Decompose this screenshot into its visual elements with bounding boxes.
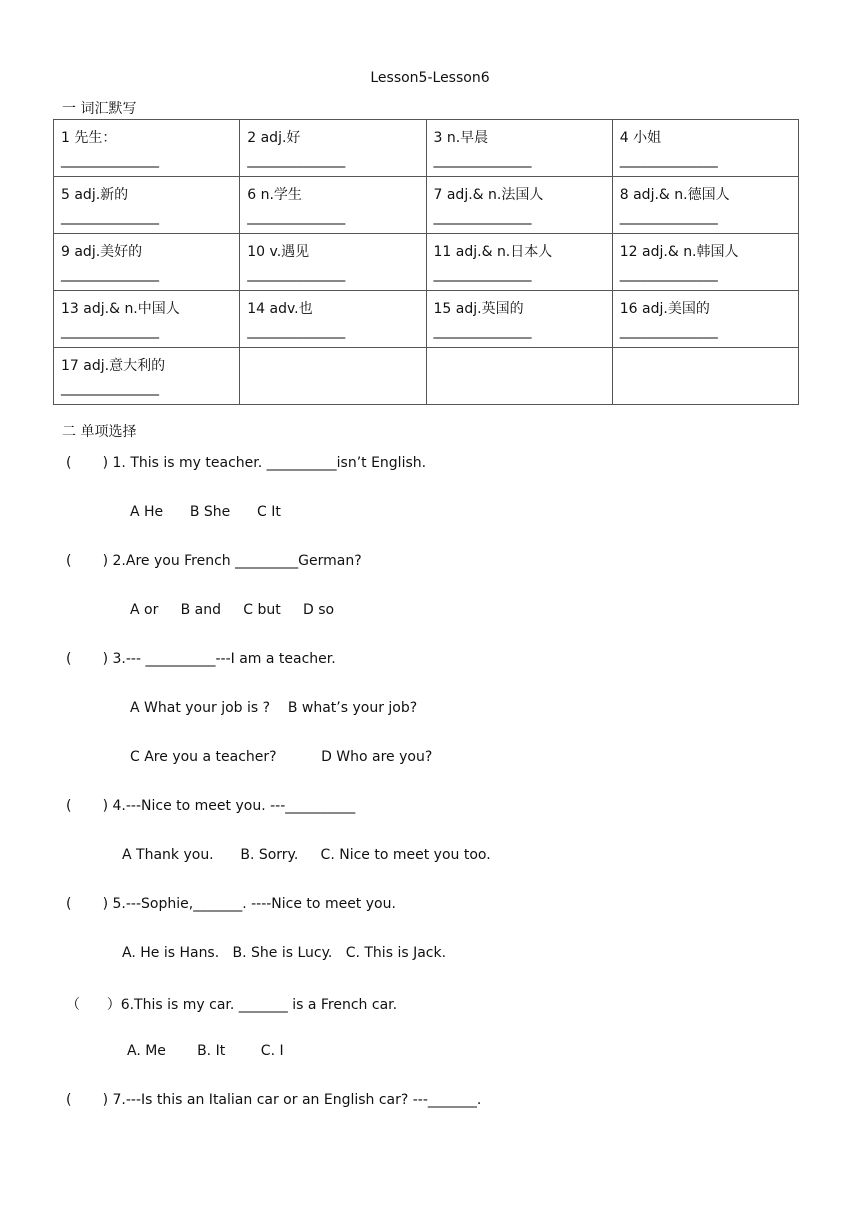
question-options: A or B and C but D so — [130, 602, 335, 618]
question-options: A. Me B. It C. I — [127, 1043, 284, 1059]
answer-blank[interactable]: ______________ — [247, 266, 346, 282]
section-heading-multiple-choice: 二 单项选择 — [62, 424, 137, 440]
vocab-cell — [426, 348, 612, 405]
answer-blank[interactable]: ______________ — [433, 209, 532, 225]
vocab-cell — [54, 348, 240, 405]
vocabulary-table — [53, 119, 799, 405]
vocab-prompt: 2 adj.好 — [247, 130, 301, 146]
vocab-cell — [54, 291, 240, 348]
answer-blank[interactable]: ______________ — [619, 323, 718, 339]
question-stem: ( ) 4.---Nice to meet you. ---__________ — [66, 798, 356, 814]
vocab-cell — [240, 291, 426, 348]
vocab-cell — [612, 234, 798, 291]
page-title: Lesson5-Lesson6 — [370, 70, 490, 86]
answer-blank[interactable]: ______________ — [433, 323, 532, 339]
question-stem: （ ）6.This is my car. _______ is a French car. — [66, 997, 398, 1013]
vocab-prompt: 4 小姐 — [619, 130, 662, 146]
vocab-prompt: 12 adj.& n.韩国人 — [619, 244, 739, 260]
vocab-row — [54, 234, 799, 291]
question-stem: ( ) 1. This is my teacher. __________isn’t English. — [66, 455, 427, 471]
question-stem: ( ) 3.--- __________---I am a teacher. — [66, 651, 336, 667]
vocab-cell — [240, 177, 426, 234]
vocab-prompt: 13 adj.& n.中国人 — [61, 301, 180, 317]
vocab-cell — [612, 177, 798, 234]
vocab-cell — [54, 177, 240, 234]
question-options: A What your job is ? B what’s your job? — [130, 700, 418, 716]
question-stem: ( ) 5.---Sophie,_______. ----Nice to meet you. — [66, 896, 396, 912]
vocab-cell — [240, 234, 426, 291]
vocab-prompt: 3 n.早晨 — [433, 130, 489, 146]
vocab-cell — [612, 348, 798, 405]
answer-blank[interactable]: ______________ — [61, 323, 159, 339]
answer-blank[interactable]: ______________ — [61, 266, 159, 282]
vocab-prompt: 15 adj.英国的 — [433, 301, 524, 317]
vocab-cell — [426, 291, 612, 348]
vocab-prompt: 7 adj.& n.法国人 — [433, 187, 544, 203]
vocab-prompt: 1 先生： — [61, 130, 117, 146]
vocab-row — [54, 348, 799, 405]
vocab-cell — [426, 234, 612, 291]
answer-blank[interactable]: ______________ — [61, 209, 159, 225]
vocab-cell — [426, 120, 612, 177]
answer-blank[interactable]: ______________ — [247, 152, 346, 168]
vocab-prompt: 16 adj.美国的 — [619, 301, 710, 317]
answer-blank[interactable]: ______________ — [61, 380, 159, 396]
vocab-prompt: 17 adj.意大利的 — [61, 358, 166, 374]
vocab-prompt: 6 n.学生 — [247, 187, 302, 203]
question-options: A. He is Hans. B. She is Lucy. C. This is Jack. — [122, 945, 447, 961]
answer-blank[interactable]: ______________ — [247, 209, 346, 225]
question-stem: ( ) 2.Are you French _________German? — [66, 553, 362, 569]
answer-blank[interactable]: ______________ — [247, 323, 346, 339]
question-options: A He B She C It — [130, 504, 281, 520]
question-stem: ( ) 7.---Is this an Italian car or an English car? ---_______. — [66, 1092, 482, 1108]
vocab-prompt: 5 adj.新的 — [61, 187, 129, 203]
question-options: C Are you a teacher? D Who are you? — [130, 749, 433, 765]
vocab-prompt: 10 v.遇见 — [247, 244, 310, 260]
answer-blank[interactable]: ______________ — [61, 152, 159, 168]
vocab-prompt: 8 adj.& n.德国人 — [619, 187, 730, 203]
vocab-prompt: 11 adj.& n.日本人 — [433, 244, 553, 260]
vocab-cell — [612, 120, 798, 177]
answer-blank[interactable]: ______________ — [433, 266, 532, 282]
answer-blank[interactable]: ______________ — [619, 152, 718, 168]
vocab-prompt: 14 adv.也 — [247, 301, 313, 317]
question-options: A Thank you. B. Sorry. C. Nice to meet you too. — [122, 847, 491, 863]
vocab-cell — [54, 120, 240, 177]
answer-blank[interactable]: ______________ — [619, 209, 718, 225]
answer-blank[interactable]: ______________ — [433, 152, 532, 168]
vocab-prompt: 9 adj.美好的 — [61, 244, 143, 260]
section-heading-vocabulary: 一 词汇默写 — [62, 101, 137, 117]
vocab-cell — [426, 177, 612, 234]
answer-blank[interactable]: ______________ — [619, 266, 718, 282]
vocab-cell — [612, 291, 798, 348]
vocab-cell — [240, 120, 426, 177]
vocab-row — [54, 291, 799, 348]
vocab-row — [54, 120, 799, 177]
vocab-cell — [54, 234, 240, 291]
vocab-row — [54, 177, 799, 234]
vocab-cell — [240, 348, 426, 405]
